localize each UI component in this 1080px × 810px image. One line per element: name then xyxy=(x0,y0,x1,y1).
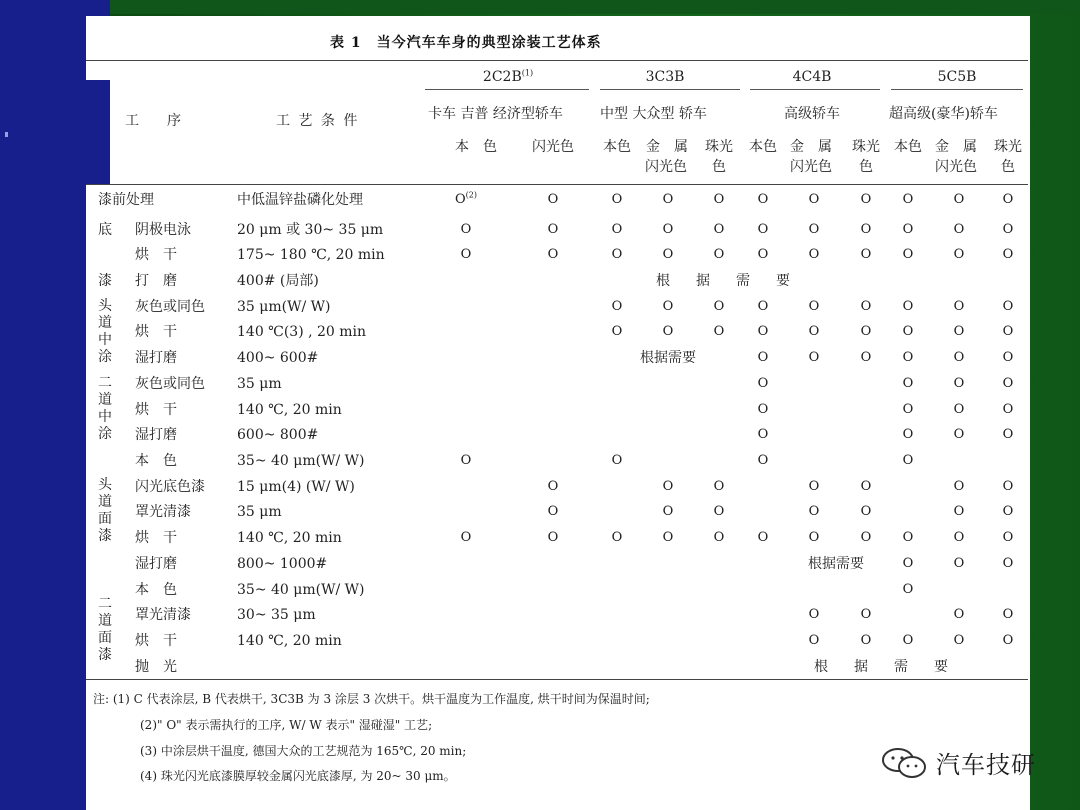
operation-mark: O xyxy=(611,453,623,468)
operation-mark: O xyxy=(808,299,820,314)
step-label: 湿打磨 xyxy=(135,427,177,443)
operation-mark: O xyxy=(953,402,965,417)
subcol: 本色 xyxy=(749,139,777,155)
operation-mark: O xyxy=(808,633,820,648)
note-1: 注: (1) C 代表涂层, B 代表烘干, 3C3B 为 3 涂层 3 次烘干。烘干温度为工作温度, 烘干时间为保温时间; xyxy=(93,692,650,706)
step-label: 烘 干 xyxy=(135,530,177,546)
operation-mark: O xyxy=(662,504,674,519)
subcol: 本色 xyxy=(603,139,631,155)
note-2: (2)" O" 表示需执行的工序, W/ W 表示" 湿碰湿" 工艺; xyxy=(140,718,433,732)
operation-mark: O xyxy=(757,247,769,262)
operation-mark: O xyxy=(547,222,559,237)
step-label: 灰色或同色 xyxy=(135,299,205,315)
step-label: 烘 干 xyxy=(135,324,177,340)
operation-mark: O xyxy=(860,222,872,237)
condition: 15 μm(4) (W/ W) xyxy=(237,479,355,495)
operation-mark: O xyxy=(757,453,769,468)
operation-mark: O xyxy=(1002,530,1014,545)
operation-mark: O xyxy=(860,299,872,314)
category-mid2: 道 xyxy=(98,392,112,408)
operation-mark: O xyxy=(662,530,674,545)
operation-mark: $O^{(2)}$ xyxy=(454,190,478,207)
condition: 140 ℃, 20 min xyxy=(237,633,342,649)
operation-mark: O xyxy=(547,479,559,494)
operation-mark: O xyxy=(902,247,914,262)
subcol: 金 属 xyxy=(646,139,688,155)
operation-mark: O xyxy=(757,427,769,442)
operation-mark: O xyxy=(860,350,872,365)
condition: 35 μm(W/ W) xyxy=(237,299,331,315)
operation-mark: O xyxy=(808,324,820,339)
paper-notch xyxy=(86,80,110,184)
step-label: 罩光清漆 xyxy=(135,607,191,623)
operation-mark: O xyxy=(713,324,725,339)
operation-mark: O xyxy=(662,299,674,314)
operation-mark: O xyxy=(460,530,472,545)
vehicle-4c4b: 高级轿车 xyxy=(784,106,840,122)
category-mid1: 头 xyxy=(98,298,112,314)
table-bottom-rule xyxy=(86,679,1028,680)
operation-mark: O xyxy=(713,299,725,314)
step-label: 灰色或同色 xyxy=(135,376,205,392)
subcol-line2: 闪光色 xyxy=(790,159,832,175)
operation-mark: O xyxy=(662,324,674,339)
subcol-line2: 色 xyxy=(1001,159,1015,175)
operation-mark: O xyxy=(757,192,769,207)
operation-mark: O xyxy=(953,530,965,545)
subcol: 珠光 xyxy=(994,139,1022,155)
step-label: 烘 干 xyxy=(135,402,177,418)
operation-mark: O xyxy=(902,402,914,417)
condition: 140 ℃, 20 min xyxy=(237,402,342,418)
subcol: 珠光 xyxy=(705,139,733,155)
operation-mark: O xyxy=(860,479,872,494)
table-top-rule xyxy=(86,60,1028,61)
category-mid2: 涂 xyxy=(98,426,112,442)
subcol: 金 属 xyxy=(790,139,832,155)
category-top2: 面 xyxy=(98,630,112,646)
step-label: 本 色 xyxy=(135,453,177,469)
subcol-line2: 色 xyxy=(712,159,726,175)
condition: 35 μm xyxy=(237,504,282,520)
category-top1: 道 xyxy=(98,494,112,510)
step-label: 本 色 xyxy=(135,582,177,598)
operation-mark: O xyxy=(953,324,965,339)
category-top1: 头 xyxy=(98,477,112,493)
condition: 35 μm xyxy=(237,376,282,392)
condition: 20 μm 或 30~ 35 μm xyxy=(237,222,384,238)
condition: 400# (局部) xyxy=(237,273,319,289)
category-mid2: 中 xyxy=(98,409,112,425)
step-label: 湿打磨 xyxy=(135,556,177,572)
operation-mark: O xyxy=(460,453,472,468)
group-underline xyxy=(425,89,589,90)
operation-mark: O xyxy=(902,222,914,237)
operation-mark: O xyxy=(1002,479,1014,494)
operation-mark: O xyxy=(662,247,674,262)
group-2c2b: $2C2B^{(1)}$ xyxy=(482,68,534,85)
step-label: 烘 干 xyxy=(135,633,177,649)
condition: 800~ 1000# xyxy=(237,556,328,572)
operation-mark: O xyxy=(860,607,872,622)
operation-mark: O xyxy=(860,324,872,339)
condition: 35~ 40 μm(W/ W) xyxy=(237,453,365,469)
vehicle-2c2b: 卡车 吉普 经济型轿车 xyxy=(428,106,563,122)
operation-mark: O xyxy=(547,247,559,262)
group-5c5b: 5C5B xyxy=(937,69,977,85)
operation-mark: O xyxy=(808,222,820,237)
header-bottom-rule xyxy=(86,184,1028,185)
operation-mark: O xyxy=(953,350,965,365)
condition: 140 ℃, 20 min xyxy=(237,530,342,546)
operation-mark: O xyxy=(953,247,965,262)
operation-mark: O xyxy=(902,324,914,339)
operation-mark: O xyxy=(808,350,820,365)
subcol-line2: 闪光色 xyxy=(935,159,977,175)
condition: 35~ 40 μm(W/ W) xyxy=(237,582,365,598)
operation-mark: O xyxy=(1002,192,1014,207)
operation-mark: O xyxy=(1002,633,1014,648)
operation-mark: O xyxy=(713,222,725,237)
operation-mark: O xyxy=(713,504,725,519)
subcol-line2: 闪光色 xyxy=(645,159,687,175)
operation-mark: O xyxy=(611,530,623,545)
operation-mark: O xyxy=(902,453,914,468)
step-label: 罩光清漆 xyxy=(135,504,191,520)
subcol: 本色 xyxy=(894,139,922,155)
vehicle-3c3b: 中型 大众型 轿车 xyxy=(600,106,707,122)
subcol: 金 属 xyxy=(935,139,977,155)
operation-mark: O xyxy=(662,192,674,207)
operation-mark: O xyxy=(662,222,674,237)
operation-mark: O xyxy=(808,247,820,262)
operation-mark: O xyxy=(953,192,965,207)
operation-mark: O xyxy=(1002,402,1014,417)
vehicle-5c5b: 超高级(豪华)轿车 xyxy=(889,106,998,122)
operation-mark: O xyxy=(460,222,472,237)
operation-mark: O xyxy=(860,633,872,648)
category-mid2: 二 xyxy=(98,375,112,391)
watermark xyxy=(880,745,1036,780)
condition: 中低温锌盐磷化处理 xyxy=(237,192,363,208)
category-top1: 面 xyxy=(98,511,112,527)
operation-mark: O xyxy=(953,556,965,571)
as-needed-span: 根 据 需 要 xyxy=(814,659,954,675)
table-title: 表 1 当今汽车车身的典型涂装工艺体系 xyxy=(330,35,602,51)
operation-mark: O xyxy=(953,504,965,519)
category-mid1: 中 xyxy=(98,332,112,348)
operation-mark: O xyxy=(611,247,623,262)
operation-mark: O xyxy=(1002,607,1014,622)
condition: 30~ 35 μm xyxy=(237,607,316,623)
operation-mark: O xyxy=(713,530,725,545)
category-primer: 漆 xyxy=(98,273,112,289)
operation-mark: O xyxy=(902,530,914,545)
operation-mark: O xyxy=(1002,247,1014,262)
operation-mark: O xyxy=(547,530,559,545)
operation-mark: O xyxy=(611,299,623,314)
subcol: 本 色 xyxy=(455,139,497,155)
slide-marker xyxy=(5,132,8,137)
operation-mark: O xyxy=(662,479,674,494)
operation-mark: O xyxy=(953,222,965,237)
note-3: (3) 中涂层烘干温度, 德国大众的工艺规范为 165℃, 20 min; xyxy=(140,744,467,758)
category-top1: 漆 xyxy=(98,528,112,544)
operation-mark: O xyxy=(460,247,472,262)
header-process: 工 序 xyxy=(125,113,181,129)
operation-mark: O xyxy=(1002,556,1014,571)
note-4: (4) 珠光闪光底漆膜厚较金属闪光底漆厚, 为 20~ 30 μm。 xyxy=(140,769,456,783)
operation-mark: O xyxy=(808,530,820,545)
operation-mark: O xyxy=(953,427,965,442)
header-condition: 工 艺 条 件 xyxy=(276,113,360,129)
operation-mark: O xyxy=(611,222,623,237)
subcol: 珠光 xyxy=(852,139,880,155)
operation-mark: O xyxy=(611,192,623,207)
step-label: 抛 光 xyxy=(135,659,177,675)
category-mid1: 道 xyxy=(98,315,112,331)
operation-mark: O xyxy=(757,299,769,314)
operation-mark: O xyxy=(808,504,820,519)
condition: 175~ 180 ℃, 20 min xyxy=(237,247,385,263)
group-3c3b: 3C3B xyxy=(645,69,685,85)
category-mid1: 涂 xyxy=(98,349,112,365)
step-label: 闪光底色漆 xyxy=(135,479,205,495)
operation-mark: O xyxy=(1002,427,1014,442)
operation-mark: O xyxy=(860,192,872,207)
operation-mark: O xyxy=(953,633,965,648)
operation-mark: O xyxy=(1002,222,1014,237)
operation-mark: O xyxy=(713,192,725,207)
group-underline xyxy=(600,89,740,90)
operation-mark: O xyxy=(808,192,820,207)
group-4c4b: 4C4B xyxy=(792,69,832,85)
operation-mark: O xyxy=(1002,504,1014,519)
operation-mark: O xyxy=(860,504,872,519)
condition: 140 ℃(3) , 20 min xyxy=(237,324,367,340)
operation-mark: O xyxy=(902,299,914,314)
operation-mark: O xyxy=(902,350,914,365)
operation-mark: O xyxy=(757,350,769,365)
category-top2: 道 xyxy=(98,613,112,629)
subcol-line2: 色 xyxy=(859,159,873,175)
operation-mark: O xyxy=(757,530,769,545)
operation-mark: O xyxy=(757,324,769,339)
operation-mark: O xyxy=(547,192,559,207)
operation-mark: O xyxy=(757,376,769,391)
operation-mark: O xyxy=(902,633,914,648)
category-primer: 底 xyxy=(98,222,112,238)
operation-mark: O xyxy=(713,479,725,494)
category-top2: 二 xyxy=(98,596,112,612)
operation-mark: O xyxy=(1002,324,1014,339)
operation-mark: O xyxy=(547,504,559,519)
step-label: 湿打磨 xyxy=(135,350,177,366)
as-needed-span: 根据需要 xyxy=(808,556,864,572)
subcol: 闪光色 xyxy=(532,139,574,155)
operation-mark: O xyxy=(860,530,872,545)
operation-mark: O xyxy=(953,479,965,494)
operation-mark: O xyxy=(902,556,914,571)
operation-mark: O xyxy=(757,222,769,237)
operation-mark: O xyxy=(902,376,914,391)
operation-mark: O xyxy=(713,247,725,262)
condition: 400~ 600# xyxy=(237,350,319,366)
operation-mark: O xyxy=(808,479,820,494)
category-top2: 漆 xyxy=(98,647,112,663)
wechat-icon xyxy=(880,746,928,780)
category-pretreat: 漆前处理 xyxy=(98,192,154,208)
step-label: 打 磨 xyxy=(135,273,177,289)
watermark-text: 汽车技研 xyxy=(936,751,1036,779)
step-label: 阴极电泳 xyxy=(135,222,191,238)
operation-mark: O xyxy=(860,247,872,262)
as-needed-span: 根 据 需 要 xyxy=(656,273,796,289)
operation-mark: O xyxy=(1002,350,1014,365)
group-underline xyxy=(750,89,880,90)
operation-mark: O xyxy=(808,607,820,622)
operation-mark: O xyxy=(757,402,769,417)
as-needed-span: 根据需要 xyxy=(640,350,696,366)
group-underline xyxy=(891,89,1023,90)
operation-mark: O xyxy=(1002,299,1014,314)
condition: 600~ 800# xyxy=(237,427,319,443)
operation-mark: O xyxy=(902,427,914,442)
operation-mark: O xyxy=(902,192,914,207)
step-label: 烘 干 xyxy=(135,247,177,263)
operation-mark: O xyxy=(953,376,965,391)
operation-mark: O xyxy=(953,607,965,622)
operation-mark: O xyxy=(1002,376,1014,391)
operation-mark: O xyxy=(611,324,623,339)
slide-top-band xyxy=(110,0,1080,14)
operation-mark: O xyxy=(953,299,965,314)
operation-mark: O xyxy=(902,582,914,597)
